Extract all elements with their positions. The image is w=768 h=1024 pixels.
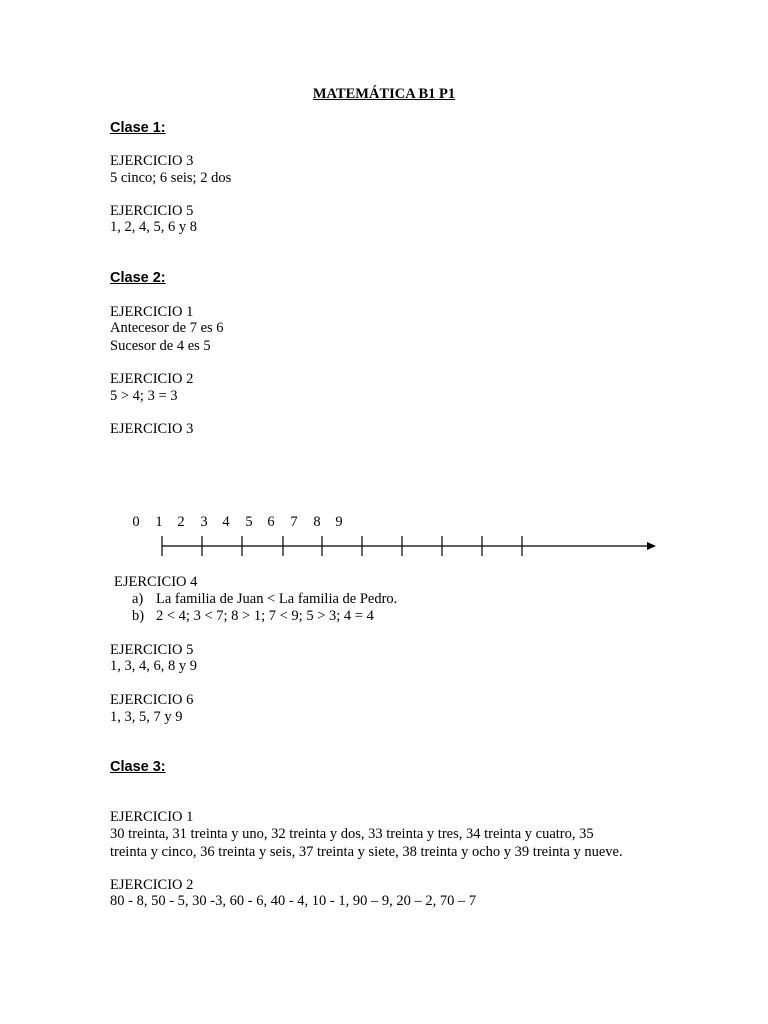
clase2-ej4-a-marker: a) (132, 591, 144, 607)
clase2-ej5-text: 1, 3, 4, 6, 8 y 9 (110, 658, 197, 674)
number-line-label: 9 (335, 514, 343, 530)
number-line-label: 4 (222, 514, 230, 530)
clase2-heading: Clase 2: (110, 270, 166, 286)
clase1-ej5-text: 1, 2, 4, 5, 6 y 8 (110, 219, 197, 235)
clase2-ej1-line2: Sucesor de 4 es 5 (110, 338, 211, 354)
clase2-ej4-b-text: 2 < 4; 3 < 7; 8 > 1; 7 < 9; 5 > 3; 4 = 4 (156, 608, 374, 624)
number-line-label: 3 (200, 514, 208, 530)
number-line-label: 7 (290, 514, 298, 530)
clase3-ej1-line1: 30 treinta, 31 treinta y uno, 32 treinta y dos, 33 treinta y tres, 34 treinta y cuatro, 35 (110, 826, 594, 842)
page-title: MATEMÁTICA B1 P1 (312, 86, 456, 102)
arrow-head-icon (647, 542, 656, 550)
clase2-ej6-label: EJERCICIO 6 (110, 692, 194, 708)
clase1-ej3-label: EJERCICIO 3 (110, 153, 194, 169)
clase3-ej1-label: EJERCICIO 1 (110, 809, 194, 825)
clase3-ej1-line2: treinta y cinco, 36 treinta y seis, 37 treinta y siete, 38 treinta y ocho y 39 treinta y nueve. (110, 844, 623, 860)
number-line-label: 5 (245, 514, 253, 530)
clase2-ej2-text: 5 > 4; 3 = 3 (110, 388, 178, 404)
clase2-ej4-label: EJERCICIO 4 (114, 574, 198, 590)
clase2-ej6-text: 1, 3, 5, 7 y 9 (110, 709, 183, 725)
number-line (120, 510, 665, 560)
clase2-ej3-label: EJERCICIO 3 (110, 421, 194, 437)
clase1-ej5-label: EJERCICIO 5 (110, 203, 194, 219)
clase1-ej3-text: 5 cinco; 6 seis; 2 dos (110, 170, 232, 186)
number-line-label: 0 (132, 514, 140, 530)
number-line-label: 1 (155, 514, 163, 530)
number-line-label: 2 (177, 514, 185, 530)
clase3-heading: Clase 3: (110, 759, 166, 775)
clase3-ej2-text: 80 - 8, 50 - 5, 30 -3, 60 - 6, 40 - 4, 10 - 1, 90 – 9, 20 – 2, 70 – 7 (110, 893, 477, 909)
clase2-ej1-line1: Antecesor de 7 es 6 (110, 320, 224, 336)
clase1-heading: Clase 1: (110, 120, 166, 136)
clase2-ej1-label: EJERCICIO 1 (110, 304, 194, 320)
clase2-ej4-b-marker: b) (132, 608, 145, 624)
number-line-label: 8 (313, 514, 321, 530)
clase2-ej2-label: EJERCICIO 2 (110, 371, 194, 387)
clase2-ej4-a-text: La familia de Juan < La familia de Pedro. (156, 591, 398, 607)
clase3-ej2-label: EJERCICIO 2 (110, 877, 194, 893)
clase2-ej5-label: EJERCICIO 5 (110, 642, 194, 658)
number-line-label: 6 (267, 514, 275, 530)
